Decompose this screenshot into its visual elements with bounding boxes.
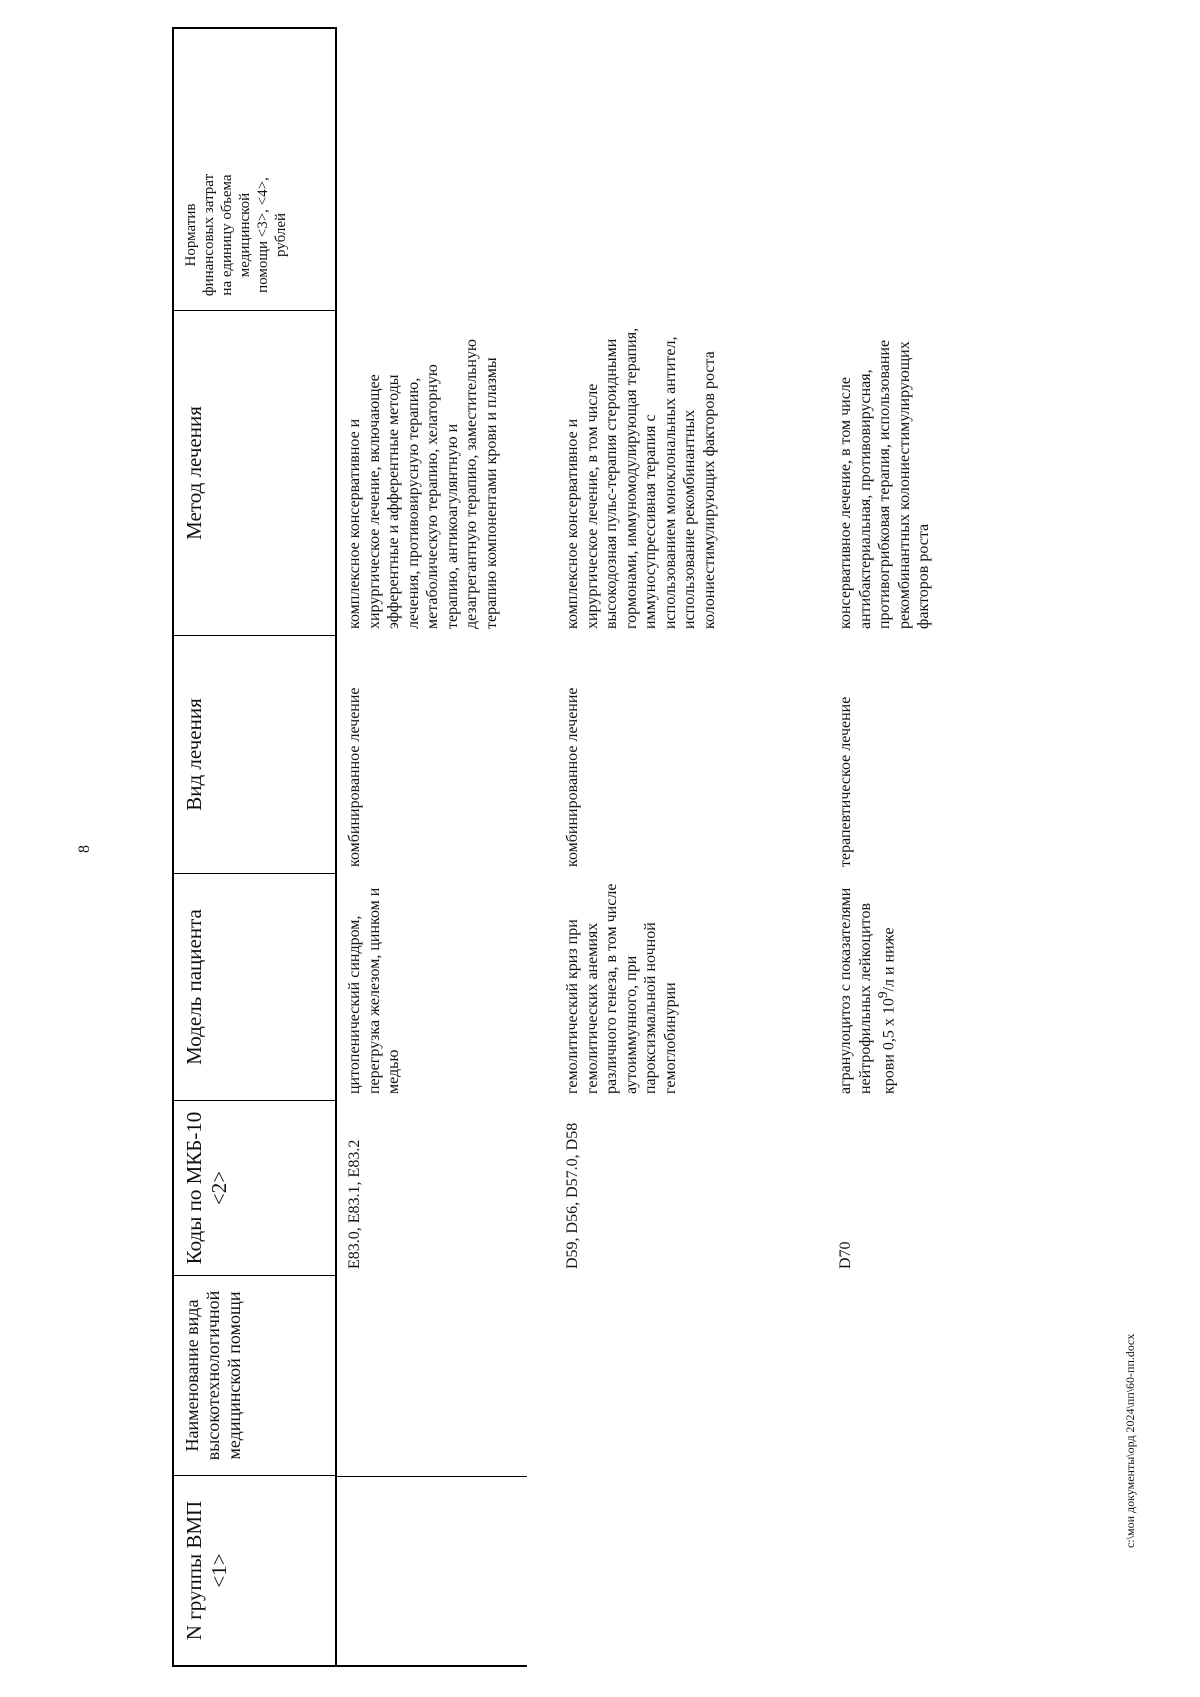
cell-method: комплексное консервативное и хирургическое лечение, включающее эфферентные и афферентные методы лечения, противовирусную терапию, метаболическую терапию, хелаторную терапию, антикоагулянтную и дезагрегантную терапию, заместительную терапию компонентами крови и плазмы — [346, 339, 500, 629]
cell-name — [836, 1277, 1036, 1477]
table-column-divider — [337, 1476, 527, 1477]
table-row — [555, 27, 828, 1667]
header-codes: Коды по МКБ-10 <2> — [174, 1100, 335, 1275]
table-left-border — [337, 1665, 527, 1667]
cell-cost — [345, 162, 555, 312]
header-name: Наименование вида высокотехнологичной медицинской помощи — [174, 1275, 335, 1475]
cell-group — [345, 1477, 555, 1667]
cell-cost — [563, 162, 828, 312]
cell-cost — [836, 162, 1036, 312]
cell-patient-model: гемолитический криз при гемолитических анемиях различного генеза, в том числе аутоиммунного, при пароксизмальной ночной гемоглобинурии — [564, 883, 679, 1094]
header-patient-model: Модель пациента — [174, 873, 335, 1100]
cell-codes: D59, D56, D57.0, D58 — [564, 1122, 581, 1269]
cell-group — [836, 1477, 1036, 1667]
cell-codes: D70 — [837, 1241, 854, 1269]
table-header — [172, 27, 337, 1667]
cell-codes: E83.0, E83.1, E83.2 — [346, 1139, 363, 1269]
patient-model-text: агранулоцитоз с показателями нейтрофильных лейкоцитов крови 0,5 x 10 — [837, 887, 898, 1094]
header-treatment-type: Вид лечения — [174, 635, 335, 873]
patient-model-unit: /л и ниже — [880, 927, 898, 992]
header-method: Метод лечения — [174, 310, 335, 635]
cell-method: консервативное лечение, в том числе антибактериальная, противовирусная, противогрибковая терапия, использование рекомбинантных колониестимулирующих факторов роста — [837, 339, 933, 629]
page-number: 8 — [76, 845, 93, 853]
cell-patient-model: цитопенический синдром, перегрузка железом, цинком и медью — [346, 887, 403, 1094]
cell-patient-model — [836, 875, 1036, 1102]
cell-treatment-type: комбинированное лечение — [346, 687, 363, 867]
exponent: 9 — [875, 991, 891, 999]
footer-filepath: c:\мои документы\орд 2024\пп\60-пп.docx — [1123, 1333, 1137, 1548]
cell-name — [563, 1277, 828, 1477]
cell-treatment-type: комбинированное лечение — [564, 687, 581, 867]
table-row — [337, 27, 555, 1667]
header-group: N группы ВМП <1> — [174, 1475, 335, 1665]
cell-method: комплексное консервативное и хирургическое лечение, в том числе высокодозная пульс-терапия стероидными гормонами, иммуномодулирующая терапия, иммуносупрессивная терапия с использованием моноклональных антител, использование рекомбинантных колониестимулирующих факторов роста — [564, 327, 718, 629]
cell-name — [345, 1277, 555, 1477]
header-cost: Норматив финансовых затрат на единицу объема медицинской помощи <3>, <4>, рублей — [183, 173, 289, 297]
rotated-sheet — [172, 27, 1172, 1667]
cell-group — [563, 1477, 828, 1667]
table-body — [337, 27, 1036, 1667]
table-row — [828, 27, 1036, 1667]
vmp-table — [172, 27, 1036, 1667]
cell-treatment-type: терапевтическое лечение — [837, 696, 854, 867]
